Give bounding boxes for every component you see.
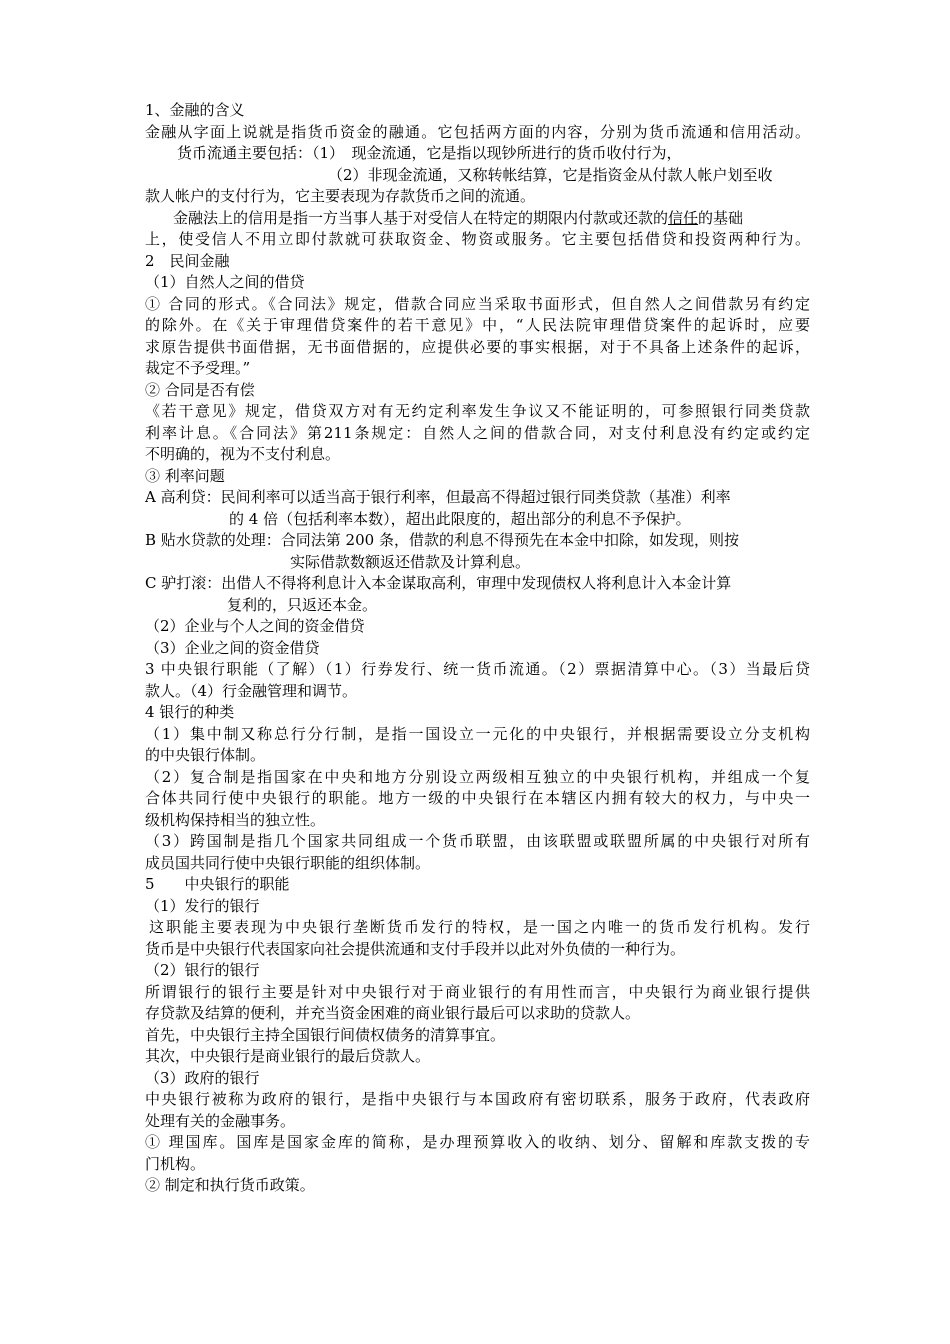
subheading: （2）银行的银行	[145, 961, 260, 979]
heading-5: 5 中央银行的职能	[145, 875, 290, 893]
list-item-b: B 贴水贷款的处理：合同法第 200 条，借款的利息不得预先在本金中扣除，如发现，则按	[145, 531, 739, 549]
paragraph-line: （2）非现金流通，又称转帐结算，它是指资金从付款人帐户划至收	[328, 165, 773, 184]
paragraph-line: 存贷款及结算的便利，并充当资金困难的商业银行最后可以求助的贷款人。	[145, 1004, 641, 1022]
subheading: （1）自然人之间的借贷	[145, 273, 305, 291]
paragraph-line: 《若干意见》规定，借贷双方对有无约定利率发生争议又不能证明的，可参照银行同类贷款	[145, 402, 810, 420]
paragraph-line: 上，使受信人不用立即付款就可获取资金、物资或服务。它主要包括借贷和投资两种行为。	[145, 230, 810, 248]
subheading: （1）发行的银行	[145, 896, 260, 915]
paragraph-line: 处理有关的金融事务。	[145, 1111, 296, 1130]
list-item-a: A 高利贷：民间利率可以适当高于银行利率，但最高不得超过银行同类贷款（基准）利率	[145, 488, 731, 506]
subheading: （2）企业与个人之间的资金借贷	[145, 617, 365, 635]
paragraph-line: （3）跨国制是指几个国家共同组成一个货币联盟，由该联盟或联盟所属的中央银行对所有	[145, 832, 810, 850]
paragraph-line: 所谓银行的银行主要是针对中央银行对于商业银行的有用性而言，中央银行为商业银行提供	[145, 982, 810, 1001]
paragraph-line: ① 合同的形式。《合同法》规定，借款合同应当采取书面形式，但自然人之间借款另有约定	[145, 294, 810, 313]
paragraph-line: 级机构保持相当的独立性。	[145, 810, 326, 829]
paragraph-line: 的除外。在《关于审理借贷案件的若干意见》中，“人民法院审理借贷案件的起诉时，应要	[145, 316, 810, 334]
paragraph-line: 货币是中央银行代表国家向社会提供流通和支付手段并以此对外负债的一种行为。	[145, 939, 686, 958]
heading-4: 4 银行的种类	[145, 703, 235, 721]
paragraph-line: 成员国共同行使中央银行职能的组织体制。	[145, 853, 431, 872]
paragraph-line: 利率计息。《合同法》第211条规定：自然人之间的借款合同，对支付利息没有约定或约定	[145, 423, 810, 442]
underlined-word: 信任	[668, 208, 699, 227]
paragraph-line: 款人。（4）行金融管理和调节。	[145, 681, 358, 700]
paragraph-line: 3 中央银行职能（了解）（1）行券发行、统一货币流通。（2）票据清算中心。（3）当最后贷	[145, 660, 810, 678]
paragraph-line: 货币流通主要包括：（1） 现金流通，它是指以现钞所进行的货币收付行为，	[177, 144, 682, 162]
heading-2: 2 民间金融	[145, 251, 230, 270]
subheading: （3）企业之间的资金借贷	[145, 638, 320, 657]
paragraph-line: 合体共同行使中央银行的职能。地方一级的中央银行在本辖区内拥有较大的权力，与中央一	[145, 789, 810, 807]
paragraph-line: 首先，中央银行主持全国银行间债权债务的清算事宜。	[145, 1025, 506, 1044]
paragraph-line: （2）复合制是指国家在中央和地方分别设立两级相互独立的中央银行机构，并组成一个复	[145, 767, 810, 786]
paragraph-line: 款人帐户的支付行为，它主要表现为存款货币之间的流通。	[145, 187, 536, 205]
paragraph-line: 中央银行被称为政府的银行，是指中央银行与本国政府有密切联系，服务于政府，代表政府	[145, 1090, 810, 1108]
heading-1: 1、金融的含义	[145, 101, 245, 119]
paragraph-line: 的中央银行体制。	[145, 746, 266, 764]
paragraph-line: 不明确的，视为不支付利息。	[145, 445, 341, 463]
paragraph-line: 门机构。	[145, 1154, 206, 1173]
paragraph-line: 金融法上的信用是指一方当事人基于对受信人在特定的期限内付款或还款的信任的基础	[173, 208, 744, 227]
subheading: ② 合同是否有偿	[145, 380, 255, 399]
paragraph-line: 裁定不予受理。”	[145, 359, 251, 377]
list-item-c-cont: 复利的，只返还本金。	[227, 595, 378, 614]
paragraph-line: 其次，中央银行是商业银行的最后贷款人。	[145, 1047, 431, 1065]
subheading: ③ 利率问题	[145, 466, 225, 485]
paragraph-line: ② 制定和执行货币政策。	[145, 1176, 315, 1194]
list-item-b-cont: 实际借款数额返还借款及计算利息。	[290, 552, 531, 571]
paragraph-line: 求原告提供书面借据，无书面借据的，应提供必要的事实根据，对于不具备上述条件的起诉，	[145, 337, 810, 356]
list-item-c: C 驴打滚：出借人不得将利息计入本金谋取高利，审理中发现债权人将利息计入本金计算	[145, 574, 732, 592]
paragraph-line: 金融从字面上说就是指货币资金的融通。它包括两方面的内容，分别为货币流通和信用活动。	[145, 122, 810, 141]
subheading: （3）政府的银行	[145, 1068, 260, 1087]
paragraph-line: ① 理国库。国库是国家金库的简称，是办理预算收入的收纳、划分、留解和库款支拨的专	[145, 1133, 810, 1151]
paragraph-line: 这职能主要表现为中央银行垄断货币发行的特权，是一国之内唯一的货币发行机构。发行	[149, 918, 810, 936]
list-item-a-cont: 的 4 倍（包括利率本数），超出此限度的，超出部分的利息不予保护。	[229, 509, 691, 528]
document-page	[145, 100, 810, 1197]
paragraph-line: （1）集中制又称总行分行制，是指一国设立一元化的中央银行，并根据需要设立分支机构	[145, 724, 810, 743]
